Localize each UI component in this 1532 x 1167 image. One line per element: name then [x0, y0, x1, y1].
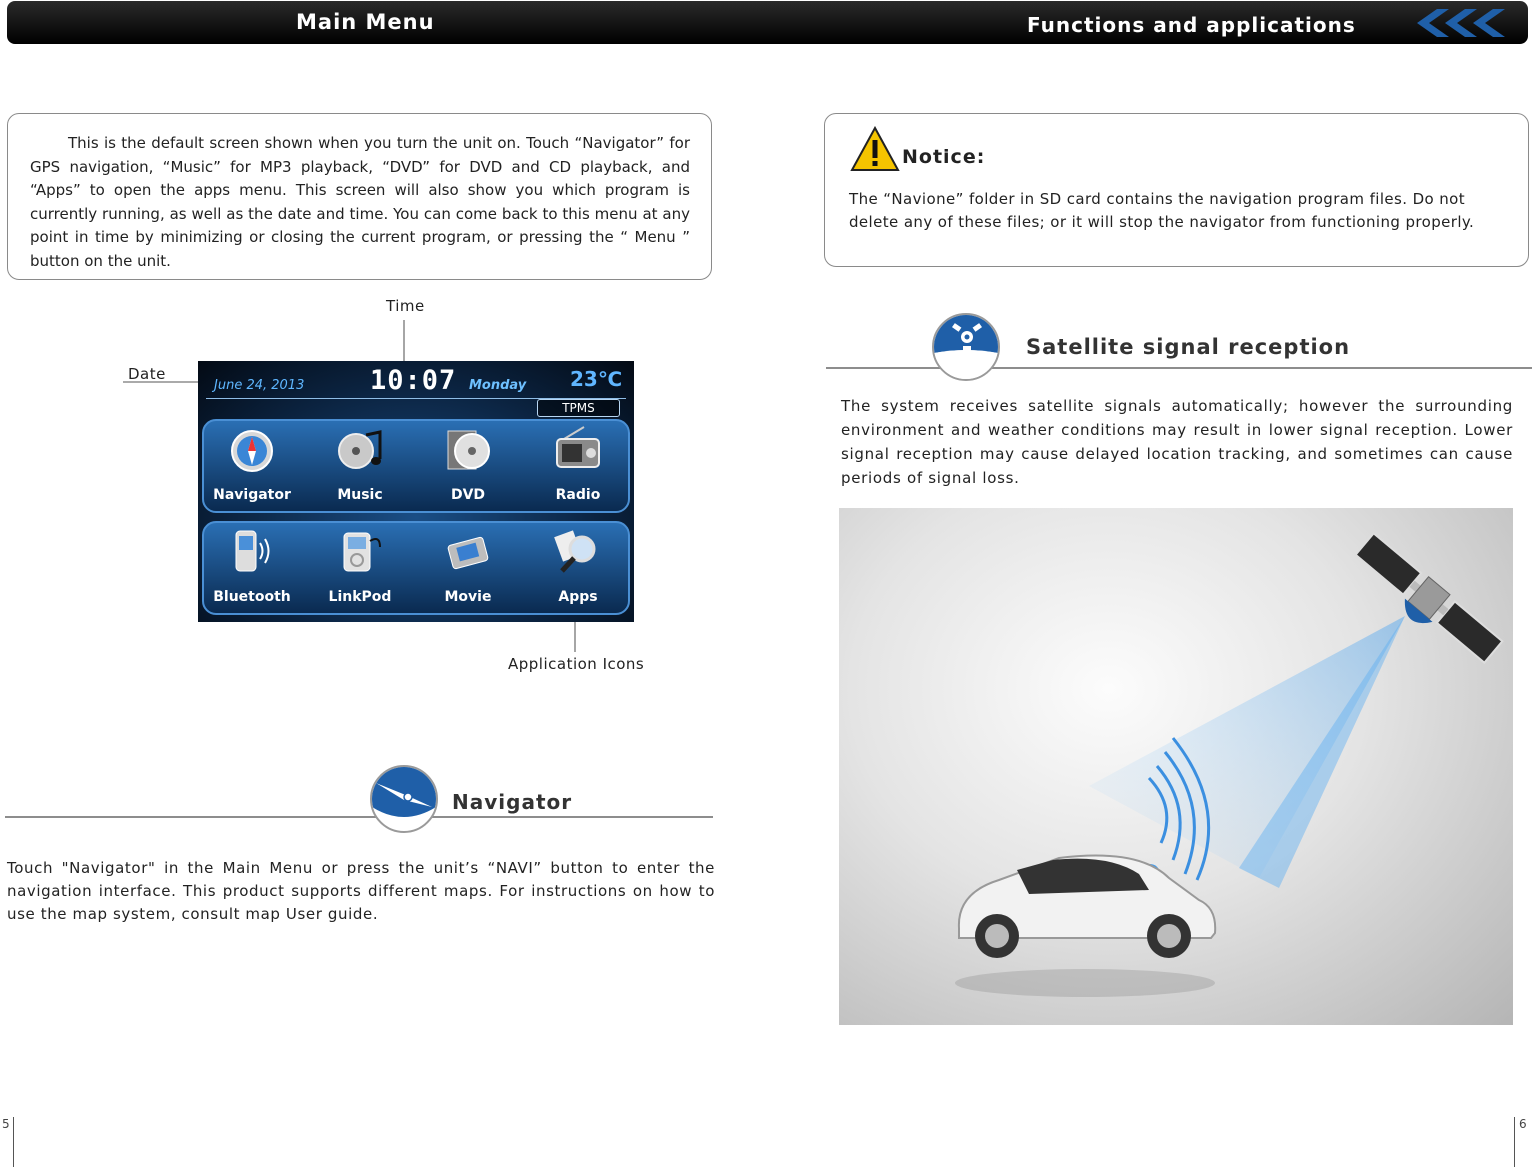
- triple-chevron-left-icon: [1415, 7, 1507, 39]
- satellite-rule: [826, 367, 1532, 369]
- satellite-title: Satellite signal reception: [1026, 335, 1351, 359]
- satellite-illustration: [839, 508, 1513, 1025]
- app-label: Music: [337, 487, 383, 503]
- app-label: Bluetooth: [213, 589, 291, 605]
- hu-temperature: 23℃: [570, 367, 623, 391]
- hu-day: Monday: [469, 378, 527, 393]
- radio-icon: [554, 425, 602, 473]
- app-bluetooth[interactable]: [202, 527, 302, 605]
- app-label: Radio: [555, 487, 601, 503]
- satellite-icon: [934, 315, 998, 379]
- film-icon: [444, 527, 492, 575]
- app-label: Movie: [444, 589, 492, 605]
- app-radio[interactable]: [528, 425, 628, 503]
- tpms-button[interactable]: TPMS: [537, 399, 620, 417]
- app-apps[interactable]: [528, 527, 628, 605]
- navigator-rule: [5, 816, 713, 818]
- intro-text: This is the default screen shown when you turn the unit on. Touch “Navigator” for GPS navigation, “Music” for MP3 playback, “DVD” for DVD and CD playback, and “Apps” to open the apps menu. This screen will also show you which program is currently running, as well as the date and time. You can come back to this menu at any point in time by minimizing or closing the current program, or pressing the “ Menu ” button on the unit.: [30, 134, 690, 270]
- media-player-icon: [336, 527, 384, 575]
- page-marker-right: [1514, 1117, 1515, 1167]
- navigator-badge: [370, 765, 438, 833]
- warning-icon: [850, 126, 900, 172]
- app-movie[interactable]: [418, 527, 518, 605]
- date-callout: Date: [128, 365, 166, 383]
- notice-text: The “Navione” folder in SD card contains the navigation program files. Do not delete any of these files; or it will stop the navigator from functioning properly.: [849, 190, 1475, 231]
- satellite-badge: [932, 313, 1000, 381]
- hu-clock: 10:07: [370, 365, 457, 396]
- satellite-text: The system receives satellite signals automatically; however the surrounding environment and weather conditions may result in lower signal reception. Lower signal reception may cause delayed location tracking, and sometimes can cause periods of signal loss.: [841, 397, 1513, 487]
- page-marker-left: [13, 1117, 14, 1167]
- app-label: LinkPod: [328, 589, 392, 605]
- satellite-car-image: [839, 508, 1513, 1025]
- functions-title: Functions and applications: [1027, 13, 1356, 37]
- compass-icon: [228, 425, 276, 473]
- app-linkpod[interactable]: [310, 527, 410, 605]
- dvd-disc-icon: [444, 425, 492, 473]
- page-number-left: 5: [2, 1117, 10, 1131]
- hu-date: June 24, 2013: [214, 378, 305, 393]
- navigator-text: Touch "Navigator" in the Main Menu or press the unit’s “NAVI” button to enter the navigation interface. This product supports different maps. For instructions on how to use the map system, consult map User guide.: [7, 859, 715, 923]
- music-disc-icon: [336, 425, 384, 473]
- app-label: Navigator: [213, 487, 291, 503]
- app-music[interactable]: [310, 425, 410, 503]
- magnifier-icon: [554, 527, 602, 575]
- notice-box: [824, 113, 1529, 267]
- main-menu-title: Main Menu: [296, 10, 435, 34]
- compass-needle-icon: [372, 767, 436, 831]
- app-navigator[interactable]: [202, 425, 302, 503]
- head-unit-screen: [198, 361, 634, 622]
- app-dvd[interactable]: [418, 425, 518, 503]
- intro-box: [7, 113, 712, 280]
- notice-title: Notice:: [902, 146, 986, 168]
- app-label: DVD: [450, 487, 486, 503]
- page-number-right: 6: [1519, 1117, 1527, 1131]
- phone-icon: [228, 527, 276, 575]
- car-graphic: [955, 856, 1215, 998]
- time-callout: Time: [386, 297, 425, 315]
- navigator-title: Navigator: [452, 790, 573, 814]
- header-bar: [7, 1, 1528, 44]
- app-icons-callout: Application Icons: [508, 655, 645, 673]
- app-label: Apps: [558, 589, 598, 605]
